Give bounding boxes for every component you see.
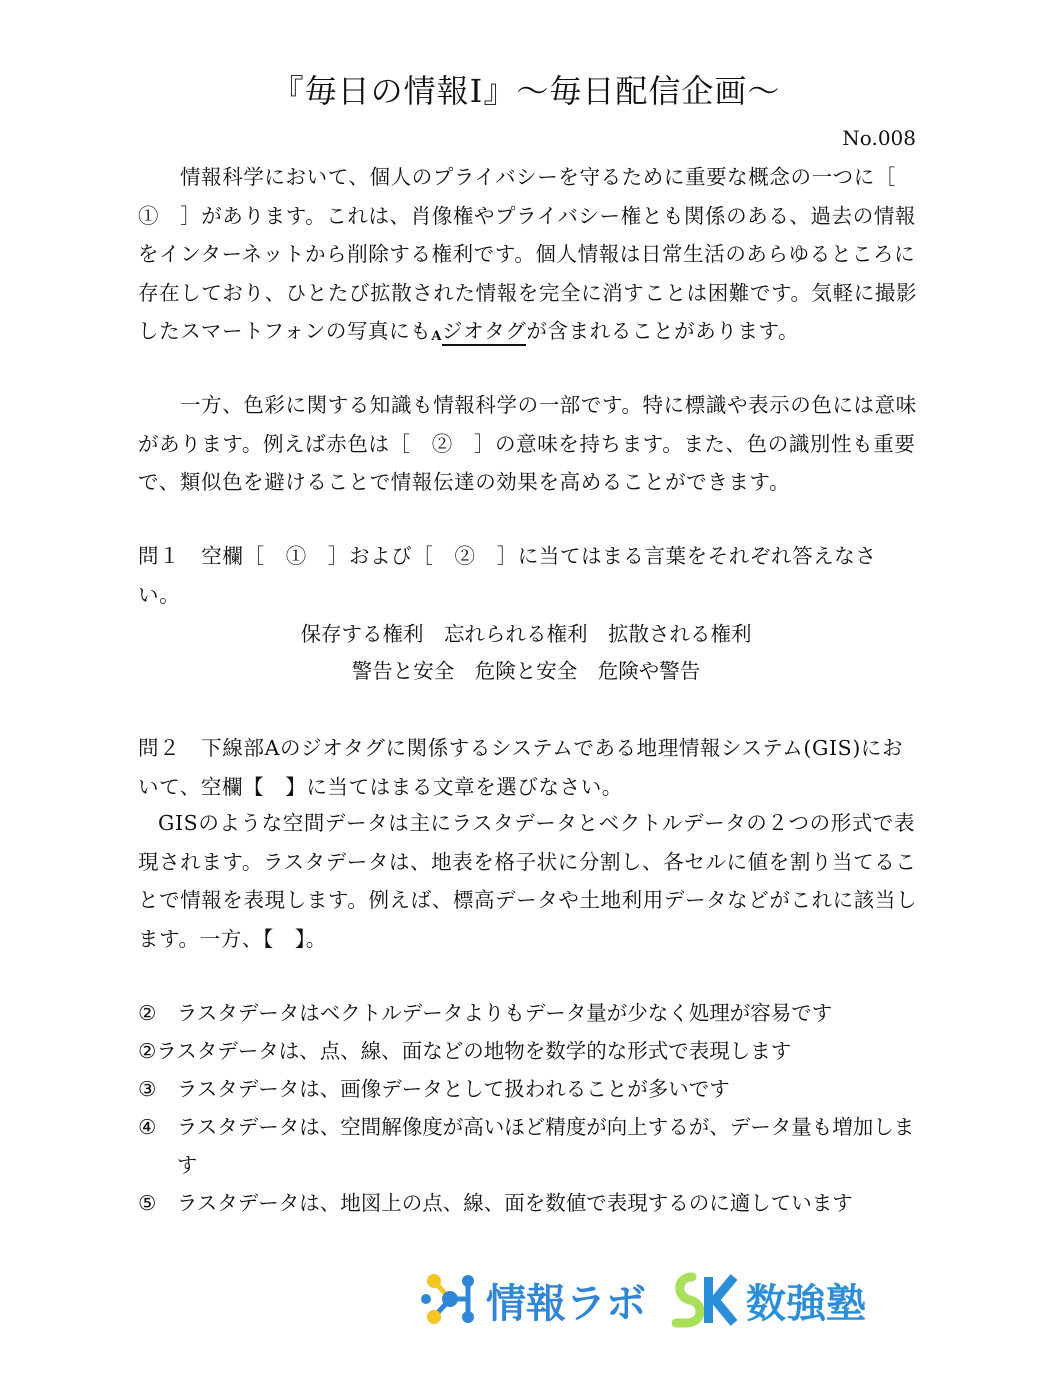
issue-number: No.008 xyxy=(842,126,916,150)
molecule-icon xyxy=(420,1271,478,1329)
option-text: ラスタデータは、点、線、面などの地物を数学的な形式で表現します xyxy=(156,1039,792,1063)
option-4 xyxy=(138,1108,928,1184)
question-2: 問２ 下線部Aのジオタグに関係するシステムである地理情報システム(GIS)において、空欄【 】に当てはまる文章を選びなさい。 xyxy=(138,736,904,799)
option-1 xyxy=(138,994,928,1032)
option-text: ラスタデータは、地図上の点、線、面を数値で表現するのに適しています xyxy=(176,1191,853,1215)
option-3 xyxy=(138,1070,928,1108)
choices-row-1: 保存する権利 忘れられる権利 拡散される権利 xyxy=(300,622,752,646)
option-number: ⑤ xyxy=(138,1191,177,1215)
option-text: ラスタデータはベクトルデータよりもデータ量が少なく処理が容易です xyxy=(176,1001,833,1025)
choices-row-2: 警告と安全 危険と安全 危険や警告 xyxy=(351,659,701,683)
underlined-geotag: ジオタグ xyxy=(442,319,526,346)
option-text: ラスタデータは、画像データとして扱われることが多いです xyxy=(176,1077,730,1101)
option-number: ② xyxy=(138,1001,177,1025)
sk-logo-icon xyxy=(670,1271,740,1329)
footer-logos xyxy=(420,1265,920,1335)
answer-options xyxy=(138,994,928,1222)
option-2 xyxy=(138,1032,928,1070)
lab-logo-text: 情報ラボ xyxy=(486,1280,646,1327)
intro-paragraph-1 xyxy=(138,158,918,357)
page-title: 『毎日の情報Ⅰ』〜毎日配信企画〜 xyxy=(271,72,781,110)
intro-paragraph-2: 一方、色彩に関する知識も情報科学の一部です。特に標識や表示の色には意味があります。例えば赤色は［ ② ］の意味を持ちます。また、色の識別性も重要で、類似色を避けることで情報伝達の効果を高めることができます。 xyxy=(138,393,917,494)
option-number: ③ xyxy=(138,1077,177,1101)
option-number: ② xyxy=(138,1039,157,1063)
question-2-body: GISのような空間データは主にラスタデータとベクトルデータの２つの形式で表現されます。ラスタデータは、地表を格子状に分割し、各セルに値を割り当てることで情報を表現します。例えば、標高データや土地利用データなどがこれに該当します。一方、【 】。 xyxy=(138,811,918,951)
question-1: 問１ 空欄［ ① ］および［ ② ］に当てはまる言葉をそれぞれ答えなさい。 xyxy=(138,544,877,607)
option-5 xyxy=(138,1184,928,1222)
option-text: ラスタデータは、空間解像度が高いほど精度が向上するが、データ量も増加します xyxy=(176,1115,915,1177)
intro-text-a: 情報科学において、個人のプライバシーを守るために重要な概念の一つに［ ① ］があります。これは、肖像権やプライバシー権とも関係のある、過去の情報をインターネットから削除する権利です。個人情報は日常生活のあらゆるところに存在しており、ひとたび拡散された情報を完全に消すことは困難です。気軽に撮影したスマートフォンの写真にも xyxy=(138,165,918,343)
juku-logo-text: 数強塾 xyxy=(746,1280,866,1327)
intro-text-b: が含まれることがあります。 xyxy=(526,319,800,343)
option-number: ④ xyxy=(138,1115,177,1139)
underline-marker-a: A xyxy=(431,329,443,344)
